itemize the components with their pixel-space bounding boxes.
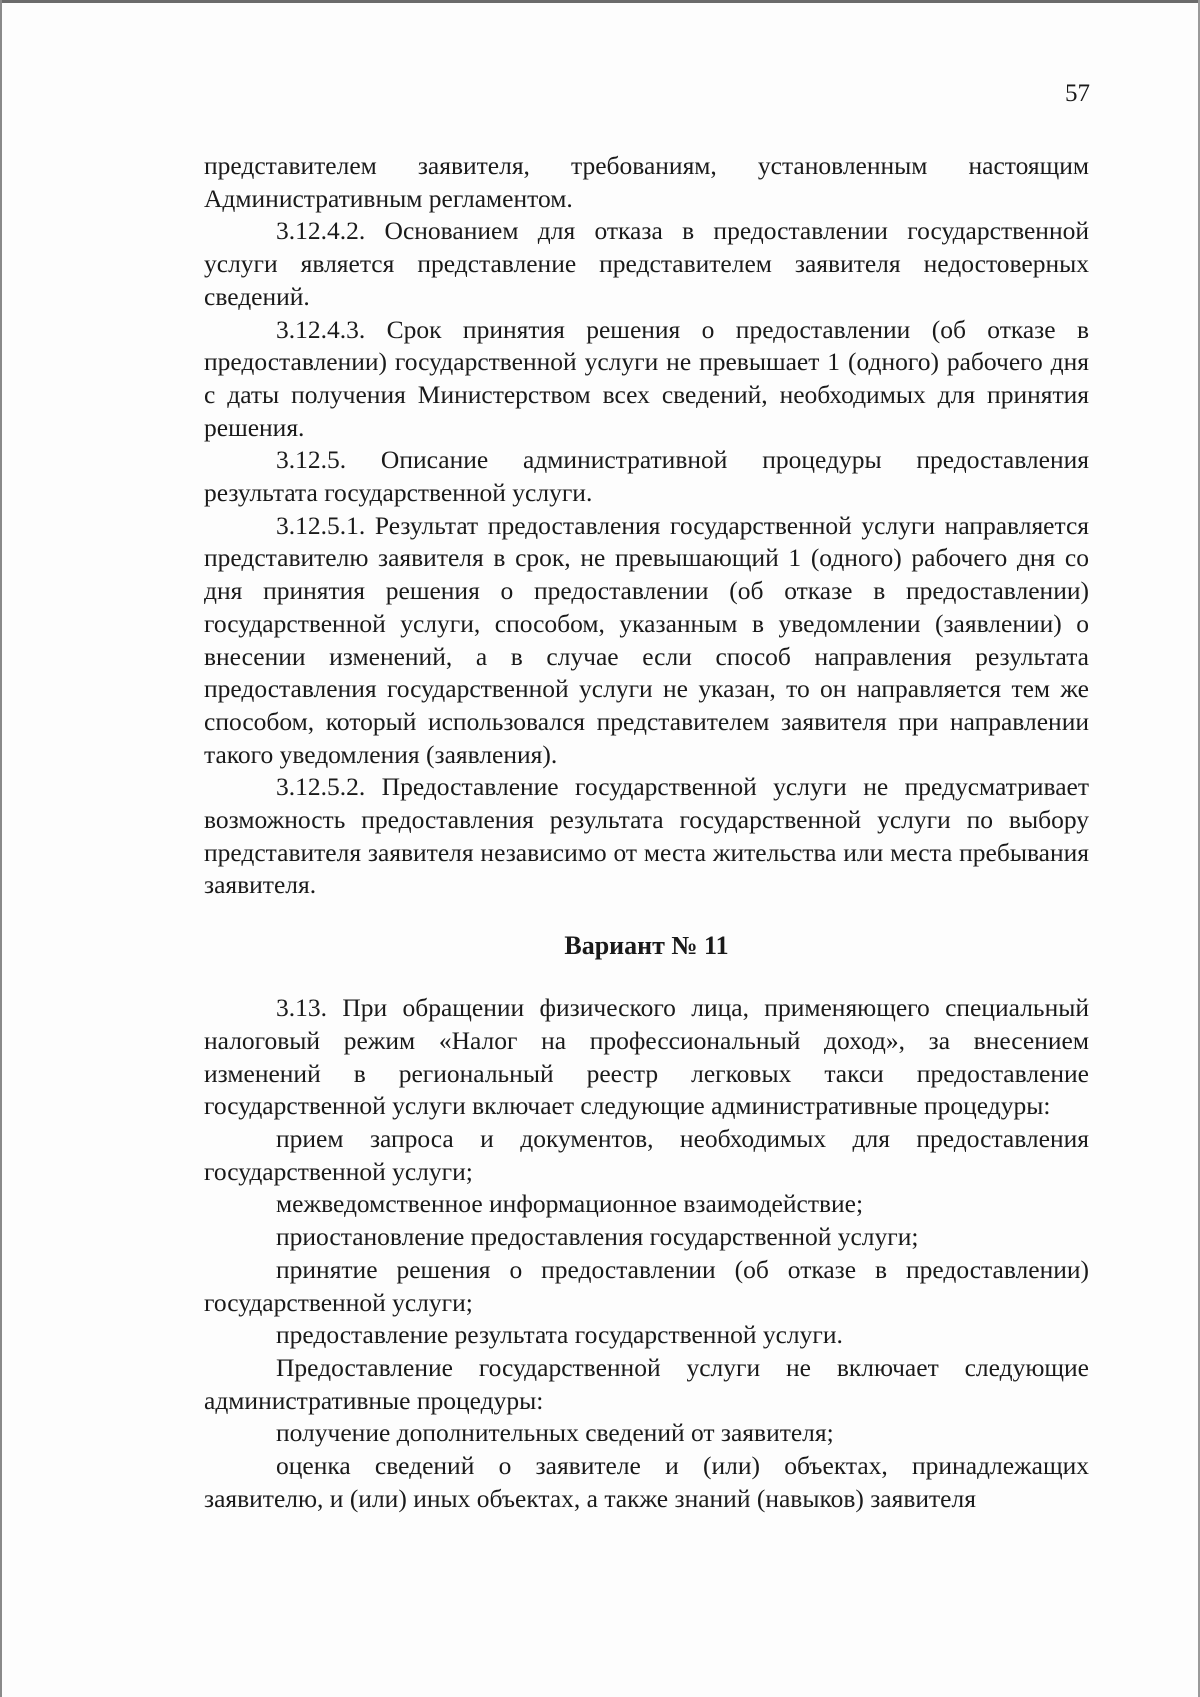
list-item: межведомственное информационное взаимодействие; [276,1189,864,1219]
paragraph: Предоставление государственной услуги не включает следующие административные процедуры: [204,1352,1089,1415]
page-number: 57 [1065,80,1090,107]
list-item: предоставление результата государственной услуги. [276,1320,843,1350]
paragraph: представителем заявителя, требованиям, установленным настоящим Административным регламентом. [204,151,1089,213]
list-item: прием запроса и документов, необходимых для предоставления государственной услуги; [204,1123,1089,1186]
paragraph: 3.12.5. Описание административной процедуры предоставления результата государственной услуги. [204,445,1089,508]
list-item: приостановление предоставления государственной услуги; [276,1222,919,1252]
paragraph: 3.13. При обращении физического лица, применяющего специальный налоговый режим «Налог на профессиональный доход», за внесением изменений в региональный реестр легковых такси предоставление государственной услуги включает следующие административные процедуры: [204,993,1089,1121]
paragraph: 3.12.5.2. Предоставление государственной услуги не предусматривает возможность предоставления результата государственной услуги по выбору представителя заявителя независимо от места жительства или места пребывания заявителя. [204,772,1089,900]
paragraph: 3.12.5.1. Результат предоставления государственной услуги направляется представителю заявителя в срок, не превышающий 1 (одного) рабочего дня со дня принятия решения о предоставлении (об отказе в предоставлении) государственной услуги, способом, указанным в уведомлении (заявлении) о внесении изменений, а в случае если способ направления результата предоставления государственной услуги не указан, то он направляется тем же способом, который использовался представителем заявителя при направлении такого уведомления (заявления). [204,510,1089,769]
paragraph: 3.12.4.3. Срок принятия решения о предоставлении (об отказе в предоставлении) государственной услуги не превышает 1 (одного) рабочего дня с даты получения Министерством всех сведений, необходимых для принятия решения. [204,314,1089,442]
document-body [204,150,1089,1515]
list-item: получение дополнительных сведений от заявителя; [276,1418,834,1448]
scan-edge-top [0,0,1200,3]
list-item: принятие решения о предоставлении (об отказе в предоставлении) государственной услуги; [204,1254,1089,1317]
paragraph: 3.12.4.2. Основанием для отказа в предоставлении государственной услуги является представление представителем заявителя недостоверных сведений. [204,216,1089,311]
section-heading: Вариант № 11 [564,931,729,961]
scan-edge-left [0,0,2,1697]
list-item: оценка сведений о заявителе и (или) объектах, принадлежащих заявителю, и (или) иных объектах, а также знаний (навыков) заявителя [204,1451,1089,1513]
